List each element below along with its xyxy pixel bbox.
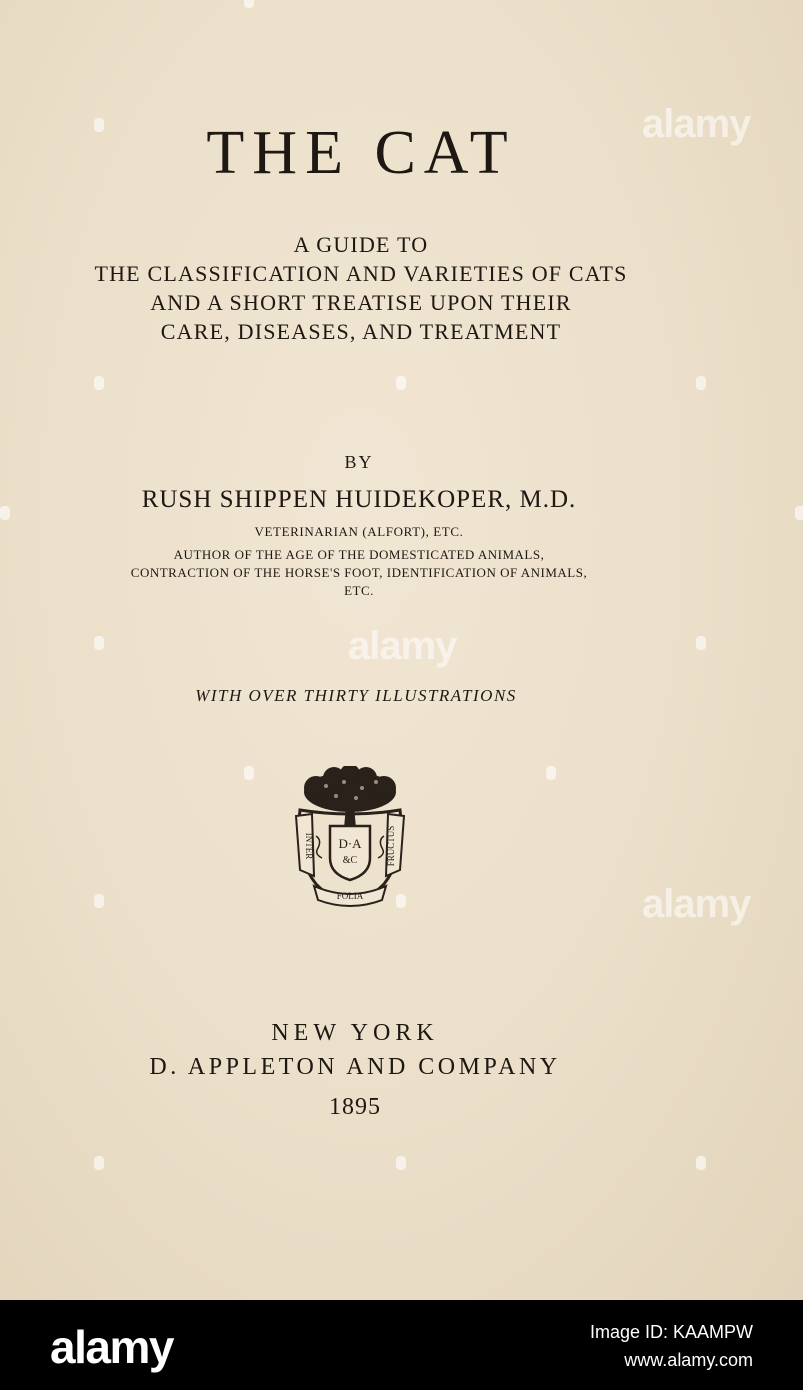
watermark-dot xyxy=(795,506,803,520)
watermark-dot xyxy=(546,766,556,780)
shield-monogram: D·A xyxy=(338,836,362,851)
watermark-dot xyxy=(396,376,406,390)
author-works-line: CONTRACTION OF THE HORSE'S FOOT, IDENTIFICATION OF ANIMALS, xyxy=(130,565,588,580)
watermark-dot xyxy=(696,376,706,390)
watermark-dot xyxy=(94,894,104,908)
subtitle-line: AND A SHORT TREATISE UPON THEIR xyxy=(150,290,572,315)
stock-footer-bar xyxy=(0,1300,803,1390)
watermark-dot xyxy=(696,636,706,650)
author-works-line: AUTHOR OF THE AGE OF THE DOMESTICATED ANIMALS, xyxy=(173,547,545,562)
image-id-label: Image ID: KAAMPW xyxy=(589,1322,753,1342)
brand-logo: alamy xyxy=(50,1321,173,1373)
motto-left: INTER xyxy=(304,832,314,860)
publication-year: 1895 xyxy=(329,1094,381,1120)
author-works xyxy=(0,546,718,600)
svg-text:&C: &C xyxy=(342,855,358,866)
publisher-mark-emblem xyxy=(286,766,414,910)
watermark-dot xyxy=(244,0,254,8)
watermark-dot xyxy=(396,1156,406,1170)
watermark: alamy xyxy=(348,624,457,668)
publisher-name: D. APPLETON AND COMPANY xyxy=(149,1054,561,1080)
watermark-dot xyxy=(244,766,254,780)
watermark-dot xyxy=(696,1156,706,1170)
motto-bottom: FOLIA xyxy=(336,891,364,901)
watermark-dot xyxy=(94,1156,104,1170)
subtitle-line: CARE, DISEASES, AND TREATMENT xyxy=(160,319,562,344)
author-works-line: ETC. xyxy=(344,583,374,598)
book-title: THE CAT xyxy=(206,119,516,187)
author-name: RUSH SHIPPEN HUIDEKOPER, M.D. xyxy=(141,486,577,513)
illustrations-note: WITH OVER THIRTY ILLUSTRATIONS xyxy=(195,686,517,705)
subtitle-line: A GUIDE TO xyxy=(293,232,429,257)
publication-place: NEW YORK xyxy=(271,1020,439,1046)
watermark-dot xyxy=(94,118,104,132)
book-subtitle xyxy=(0,230,722,346)
by-label: BY xyxy=(344,452,374,472)
watermark-dot xyxy=(0,506,10,520)
subtitle-line: THE CLASSIFICATION AND VARIETIES OF CATS xyxy=(94,261,628,286)
watermark-dot xyxy=(94,636,104,650)
motto-right: FRUCTUS xyxy=(386,825,396,867)
site-url: www.alamy.com xyxy=(624,1350,753,1370)
author-credential: VETERINARIAN (ALFORT), ETC. xyxy=(254,524,464,539)
watermark: alamy xyxy=(642,882,751,926)
watermark: alamy xyxy=(642,102,751,146)
watermark-dot xyxy=(94,376,104,390)
watermark-dot xyxy=(396,894,406,908)
